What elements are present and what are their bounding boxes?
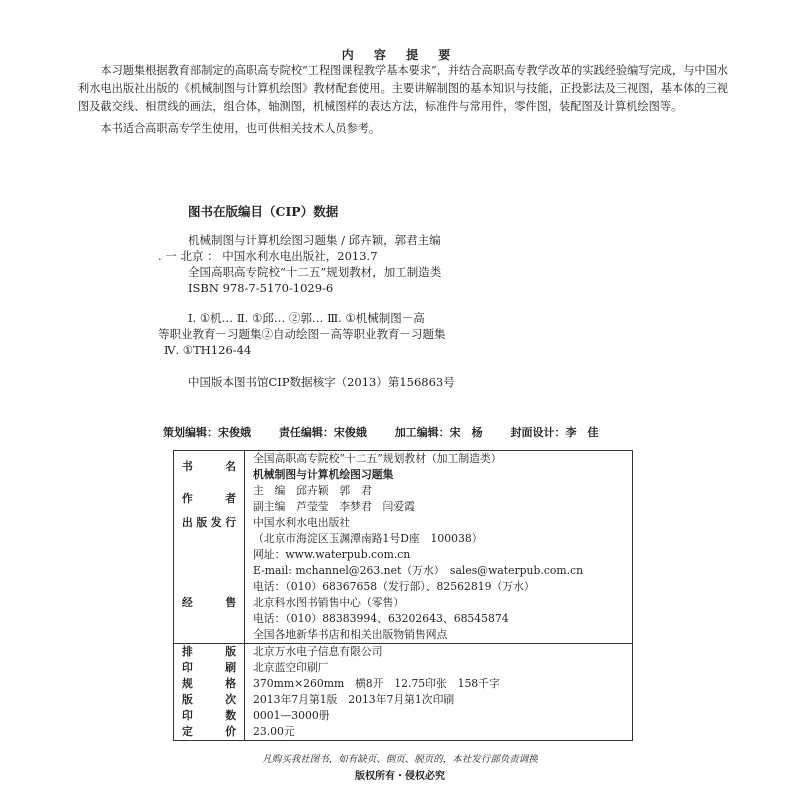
abstract-paragraph: 本书适合高职高专学生使用，也可供相关技术人员参考。	[100, 122, 381, 135]
publisher-name: 中国水利水电出版社	[253, 516, 351, 529]
cip-line: Ⅳ. ①TH126-44	[164, 343, 252, 357]
table-row	[174, 627, 633, 644]
row-label: 排版	[174, 644, 245, 661]
cip-line: 等职业教育－习题集②自动绘图－高等职业教育－习题集	[158, 327, 446, 341]
distributor-name: 北京科水图书销售中心（零售）	[253, 596, 405, 609]
publisher-label: 出版发行	[174, 515, 245, 531]
table-row	[174, 611, 633, 627]
table-row	[174, 515, 633, 531]
cover-designer: 封面设计：李 佳	[510, 426, 599, 439]
row-value: 北京蓝空印刷厂	[253, 661, 329, 674]
publisher-email[interactable]: E-mail: mchannel@263.net（万水） sales@waterpub.com.cn	[253, 564, 584, 577]
copyright-notice: 版权所有・侵权必究	[355, 771, 445, 782]
publisher-website[interactable]: 网址：www.waterpub.com.cn	[253, 548, 411, 561]
row-label: 规格	[174, 676, 245, 692]
table-row	[174, 595, 633, 611]
row-value: 0001—3000册	[253, 709, 330, 722]
table-row	[174, 724, 633, 741]
planning-editor: 策划编辑：宋俊娥	[163, 426, 251, 439]
series-name: 全国高职高专院校“十二五”规划教材（加工制造类）	[253, 452, 502, 465]
responsible-editor: 责任编辑：宋俊娥	[278, 426, 367, 439]
book-name-label: 书名	[174, 451, 245, 484]
publisher-phone: 电话：（010）68367658（发行部）、82562819（万水）	[253, 580, 535, 593]
row-label: 印数	[174, 708, 245, 724]
cip-record-text: 中国版本图书馆CIP数据核字（2013）第156863号	[188, 375, 455, 389]
cip-classification-block	[158, 310, 548, 358]
publisher-address: （北京市海淀区玉渊潭南路1号D座 100038）	[253, 532, 483, 545]
abstract-paragraph: 本习题集根据教育部制定的高职高专院校“工程图课程教学基本要求”，并结合高职高专教学改革的实践经验编写完成，与中国水利水电出版社出版的《机械制图与计算机绘图》教材配套使用。主要讲解制图的基本知识与技能，正投影法及三视图，基本体的三视图及截交线、相贯线的画法，组合体，轴测图，机械图样的表达方法，标准件与常用件，零件图，装配图及计算机绘图等。	[78, 64, 728, 113]
cip-line: . 一 北京 ： 中国水利水电出版社，2013.7	[158, 249, 378, 263]
table-row	[174, 708, 633, 724]
row-value: 370mm×260mm 横8开 12.75印张 158千字	[253, 677, 500, 690]
table-row	[174, 644, 633, 661]
row-label: 定价	[174, 724, 245, 741]
replacement-notice: 凡购买我社图书，如有缺页、倒页、脱页的，本社发行部负责调换	[262, 754, 538, 765]
row-value: 北京万水电子信息有限公司	[245, 644, 633, 661]
publication-info-table	[173, 450, 633, 741]
table-row	[174, 563, 633, 579]
associate-editors: 副主编 芦莹莹 李梦君 闫爱霞	[253, 500, 415, 513]
cip-line: ISBN 978-7-5170-1029-6	[188, 281, 334, 295]
row-value: 23.00元	[253, 725, 295, 738]
table-row	[174, 676, 633, 692]
author-label: 作者	[174, 483, 245, 515]
distributor-phone: 电话：（010）88383994、63202643、68545874	[253, 612, 509, 625]
table-row	[174, 531, 633, 547]
row-value: 2013年7月第1版 2013年7月第1次印刷	[253, 693, 455, 706]
table-row	[174, 547, 633, 563]
abstract-title: 内 容 提 要	[341, 48, 459, 62]
editors-line	[163, 424, 623, 440]
cip-bibliographic-block	[158, 232, 548, 296]
row-label: 版次	[174, 692, 245, 708]
table-row	[174, 660, 633, 676]
processing-editor: 加工编辑：宋 杨	[394, 426, 483, 439]
cip-line: 机械制图与计算机绘图习题集 / 邱卉颖，郭君主编	[188, 233, 441, 247]
table-row	[174, 483, 633, 499]
table-row	[174, 692, 633, 708]
table-row	[174, 579, 633, 595]
distributor-network: 全国各地新华书店和相关出版物销售网点	[253, 628, 448, 641]
distributor-label: 经售	[174, 595, 245, 611]
abstract-body	[78, 62, 728, 138]
table-row	[174, 451, 633, 468]
row-label: 印刷	[174, 660, 245, 676]
cip-line: Ⅰ. ①机… Ⅱ. ①邱… ②郭… Ⅲ. ①机械制图－高	[188, 311, 425, 325]
cip-title: 图书在版编目（CIP）数据	[188, 204, 339, 219]
cip-line: 全国高职高专院校“十二五”规划教材，加工制造类	[188, 265, 442, 279]
book-title: 机械制图与计算机绘图习题集	[253, 468, 394, 481]
chief-editors: 主 编 邱卉颖 郭 君	[253, 484, 372, 497]
cip-record	[188, 374, 548, 390]
